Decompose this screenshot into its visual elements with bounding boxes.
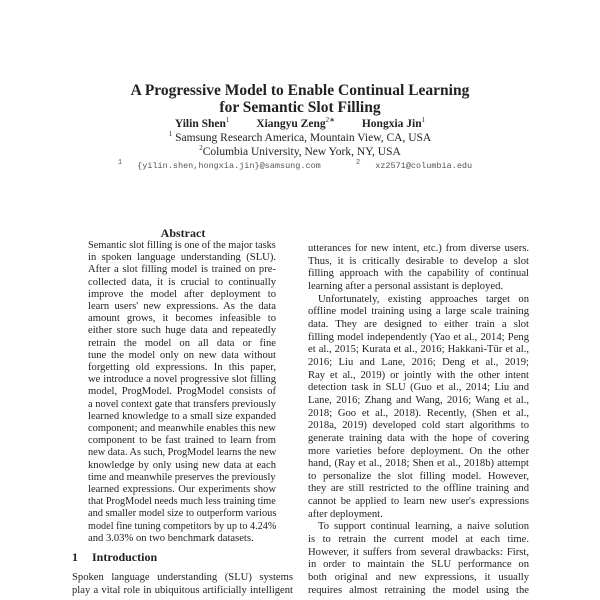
text-line: time and meanwhile preserves the previously xyxy=(88,471,276,483)
text-line: component; and meanwhile enables this new xyxy=(88,423,276,435)
abstract-heading: Abstract xyxy=(160,226,206,240)
text-line: we introduce a novel progressive slot filling xyxy=(88,374,276,386)
author: Hongxia Jin$^1$ xyxy=(361,116,426,130)
email: {yilin.shen,hongxia.jin}@samsung.com xyxy=(137,161,321,171)
text-line: hand, (Ray et al., 2018; Shen et al., 2018b) attempt xyxy=(308,458,529,470)
emails: $^1$ {yilin.shen,hongxia.jin}@samsung.com $^2$ xz2571@columbia.edu xyxy=(117,159,473,171)
text-line: improve the model after deployment to xyxy=(88,288,276,300)
affiliation: $^2$Columbia University, New York, NY, USA xyxy=(199,144,401,158)
text-line: and 3.03% on two benchmark datasets. xyxy=(88,532,254,544)
text-line: learned knowledge to a small size expanded xyxy=(88,410,276,422)
text-line: they are still restricted to the offline training and xyxy=(308,483,529,495)
text-line: After a slot filling model is trained on pre- xyxy=(88,264,276,276)
text-line: learned expressions. Our experiments show xyxy=(88,484,276,496)
text-line: generate training data with the hope of covering xyxy=(308,432,529,444)
text-line: knowledge by only using new data at each xyxy=(88,459,276,471)
text-line: cannot be applied to learn new user's expressions xyxy=(308,496,529,508)
text-line: To support continual learning, a naive solution xyxy=(318,521,529,533)
text-line: tune the model only on new data without xyxy=(88,349,276,361)
text-line: in spoken language understanding (SLU). xyxy=(88,252,276,264)
text-line: requires almost retraining the model using the xyxy=(308,584,529,596)
title-line: A Progressive Model to Enable Continual Learning xyxy=(130,82,470,99)
text-line: learning after a personal assistant is deployed. xyxy=(308,280,504,292)
text-line: either store such huge data and repeatedly xyxy=(88,325,276,337)
text-line: collected data, it is crucial to continually xyxy=(88,276,276,288)
text-line: detection task in SLU (Guo et al., 2014; Liu and xyxy=(308,382,529,394)
text-line: play a vital role in ubiquitous artificially intelligent xyxy=(72,584,293,596)
text-line: However, it suffers from several drawbacks: First, xyxy=(308,546,529,558)
text-line: learn users' new expressions. As the data xyxy=(88,301,276,313)
text-line: retrain the model on all data or fine xyxy=(88,337,276,349)
author: Xiangyu Zeng$^{2∗}$ xyxy=(256,116,335,130)
email: xz2571@columbia.edu xyxy=(375,161,473,171)
text-line: more varieties before deployment. On the other xyxy=(308,445,529,457)
text-line: data. They are designed to either train a slot xyxy=(308,318,529,330)
text-line: a novel context gate that transfers previously xyxy=(88,398,277,410)
text-line: model, ProgModel. ProgModel consists of xyxy=(88,386,276,398)
text-line: is to retrain the current model at each time. xyxy=(308,534,529,546)
right-column xyxy=(308,243,529,597)
paper-title xyxy=(0,82,600,116)
text-line: Spoken language understanding (SLU) systems xyxy=(72,572,293,583)
text-line: component to be fast trained to learn from xyxy=(88,435,276,447)
text-line: et al., 2015; Kurata et al., 2016; Hakkani-Tür et al., xyxy=(308,344,529,356)
text-line: Lane, 2016; Zhang and Wang, 2016; Wang et al., xyxy=(308,394,529,406)
text-line: 2018a, 2019) developed cold start algorithms to xyxy=(308,420,529,432)
text-line: Ray et al., 2019) or jointly with the other intent xyxy=(308,369,529,381)
text-line: Semantic slot filling is one of the major tasks xyxy=(88,240,276,251)
intro-left-column xyxy=(72,572,293,597)
text-line: offline model training using a large scale training xyxy=(308,306,529,318)
text-line: filling approach with the capability of continual xyxy=(308,268,529,280)
text-line: 2018; Goo et al., 2018). Recently, (Shen et al., xyxy=(308,407,529,419)
text-line: to personalize the slot filling model. However, xyxy=(308,470,529,482)
text-line: 2016; Liu and Lane, 2016; Deng et al., 2019; xyxy=(308,356,529,368)
text-line: new data. As such, ProgModel learns the new xyxy=(88,447,277,459)
section-heading: 1 Introduction xyxy=(72,550,158,564)
text-line: Thus, it is critically desirable to develop a slot xyxy=(308,255,529,267)
text-line: and smaller model size to outperform various xyxy=(88,508,277,520)
text-line: model fine tuning competitors by up to 4.24% xyxy=(88,520,277,532)
author: Yilin Shen$^1$ xyxy=(174,116,230,130)
text-line: Unfortunately, existing approaches target on xyxy=(318,293,529,305)
text-line: after deployment. xyxy=(308,508,383,520)
author-list xyxy=(0,118,600,131)
text-line: in order to maintain the SLU performance on xyxy=(308,559,529,571)
affiliation: $^1$ Samsung Research America, Mountain View, CA, USA xyxy=(168,130,432,144)
text-line: filling model independently (Yao et al., 2014; Peng xyxy=(308,331,529,343)
title-line: for Semantic Slot Filling xyxy=(219,99,381,116)
text-line: both original and new expressions, it usually xyxy=(308,572,529,584)
text-line: utterances for new intent, etc.) from diverse users. xyxy=(308,243,529,254)
abstract-body xyxy=(88,240,276,545)
text-line: amount grows, it becomes infeasible to xyxy=(88,313,276,325)
text-line: forgetting old expressions. In this paper, xyxy=(88,362,276,374)
text-line: that ProgModel needs much less training time xyxy=(88,496,276,508)
